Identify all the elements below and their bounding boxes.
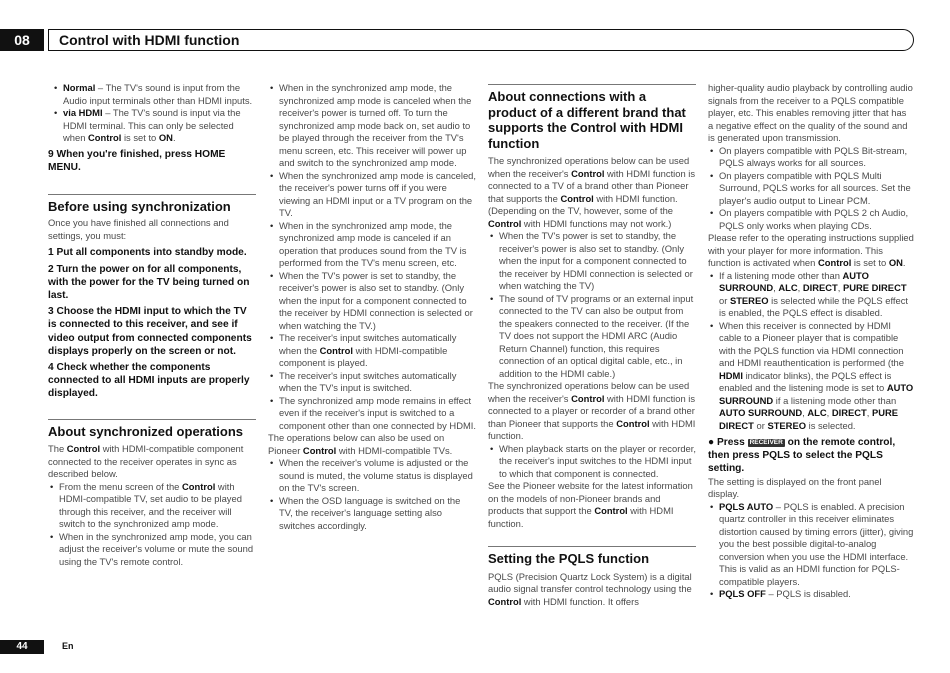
pqls-description: higher-quality audio playback by controlling audio signals from the receiver to a PQLS compatible player, etc. This enables removing jitter that has a negative effect on the quality of the sound and is generated upon transmission. [708, 82, 913, 143]
list-item: • When this receiver is connected by HDMI cable to a Pioneer player that is compatible with the PQLS function via HDMI connection and HDMI reauthentication is performed (the HDMI indicator blinks), the PQLS effect is enabled and the listening mode is set to AUTO SURROUND if a listening mode other than AUTO SURROUND, ALC, DIRECT, PURE DIRECT or STEREO is selected. [708, 320, 914, 433]
list-item: • The sound of TV programs or an external input connected to the TV can also be output from the speakers connected to the receiver. (If the TV does not support the HDMI ARC (Audio Return Channel) function, this requires connection of an optical digital cable, etc., in addition to the HDMI cable.) [488, 293, 696, 381]
list-item: • When in the synchronized amp mode, you can adjust the receiver's volume or mute the sound using the TV's remote control. [48, 531, 256, 569]
list-item: • From the menu screen of the Control with HDMI-compatible TV, set audio to be played through this receiver, and the receiver will switch to the synchronized amp mode. [48, 481, 256, 531]
list-item: • When the TV's power is set to standby, the receiver's power is also set to standby. (Only when the input for a component connected to the receiver by HDMI connection is selected or when watching the TV) [488, 230, 696, 293]
chapter-number: 08 [0, 29, 44, 51]
pioneer-tv-intro: The operations below can also be used on Pioneer Control with HDMI-compatible TVs. [268, 432, 453, 456]
column-2 [268, 82, 476, 532]
before-intro: Once you have finished all connections and settings, you must: [48, 217, 229, 241]
list-item: • When in the synchronized amp mode, the synchronized amp mode is canceled when the receiver's power is turned off. To turn the synchronized amp mode back on, set audio to be played through the receiver from the TV's menu screen, etc. This receiver will power up and switch to the synchronized amp mode. [268, 82, 476, 170]
pqls-activation: Please refer to the operating instructions supplied with your player for more information. This function is activated when Control is set to ON. [708, 232, 914, 268]
receiver-button-icon: RECEIVER [749, 439, 783, 446]
other-brand-tv-intro: The synchronized operations below can be used when the receiver's Control with HDMI function is connected to a TV of a brand other than Pioneer that supports the Control with HDMI function. (Depending on the TV, however, some of the Control with HDMI functions may not work.) [488, 155, 696, 229]
heading-other-brand: About connections with a product of a different brand that supports the Control with HDMI function [488, 84, 696, 151]
other-brand-player-intro: The synchronized operations below can be used when the receiver's Control with HDMI function is connected to a player or recorder of a brand other than Pioneer that supports the Control with HDMI function. [488, 380, 696, 441]
list-item: • The receiver's input switches automatically when the Control with HDMI-compatible component is played. [268, 332, 476, 370]
language-label: En [62, 641, 74, 651]
list-item: • When playback starts on the player or recorder, the receiver's input switches to the HDMI input to which that component is connected. [488, 443, 696, 481]
list-item: • The receiver's input switches automatically when the TV's input is switched. [268, 370, 476, 395]
list-item: • PQLS AUTO – PQLS is enabled. A precision quartz controller in this receiver eliminates distortion caused by timing errors (jitter), giving you the best possible digital-to-analog conversion when you use the HDMI interface. This is valid as an HDMI function for PQLS-compatible players. [708, 501, 914, 589]
list-item: • PQLS OFF – PQLS is disabled. [708, 588, 914, 601]
heading-before-sync: Before using synchronization [48, 194, 256, 215]
step-9: 9 When you're finished, press HOME MENU. [48, 148, 226, 173]
list-item: • When the OSD language is switched on the TV, the receiver's language setting also switches accordingly. [268, 495, 476, 533]
pqls-intro: PQLS (Precision Quartz Lock System) is a digital audio signal transfer control technology using the Control with HDMI function. It offers [488, 570, 692, 607]
column-1 [48, 82, 256, 568]
website-note: See the Pioneer website for the latest information on the models of non-Pioneer brands and products that support the Control with HDMI function. [488, 480, 693, 529]
list-item: • via HDMI – The TV's sound is input via the HDMI terminal. This can only be selected when Control is set to ON. [52, 107, 256, 145]
step-1: 1 Put all components into standby mode. [48, 247, 247, 259]
heading-about-sync: About synchronized operations [48, 419, 256, 440]
list-item: • When the TV's power is set to standby, the receiver's power is also set to standby. (Only when the input for a component connected to the receiver by HDMI connection is selected or when watching the TV.) [268, 270, 476, 333]
list-item: • Normal – The TV's sound is input from the Audio input terminals other than HDMI inputs. [52, 82, 256, 107]
step-3: 3 Choose the HDMI input to which the TV is connected to this receiver, and see if video output from connected components displays properly on the screen or not. [48, 306, 252, 357]
setting-note: The setting is displayed on the front panel display. [708, 475, 882, 500]
list-item: • When the synchronized amp mode is canceled, the receiver's power turns off if you were viewing an HDMI input or a TV program on the TV. [268, 170, 476, 220]
about-intro: The Control with HDMI-compatible component connected to the receiver operates in sync as described below. [48, 443, 244, 480]
list-item: • The synchronized amp mode remains in effect even if the receiver's input is switched to a component other than one connected by HDMI. [268, 395, 476, 433]
list-item: • When in the synchronized amp mode, the synchronized amp mode is canceled if an operation that produces sound from the TV is performed from the TV's menu screen, etc. [268, 220, 476, 270]
list-item: • If a listening mode other than AUTO SURROUND, ALC, DIRECT, PURE DIRECT or STEREO is selected while the PQLS effect is enabled, the PQLS effect is disabled. [708, 270, 914, 320]
column-3 [488, 84, 696, 608]
chapter-title: Control with HDMI function [59, 32, 240, 48]
step-4: 4 Check whether the components connected to all HDMI inputs are properly displayed. [48, 362, 250, 400]
press-receiver-step: ● Press RECEIVER on the remote control, then press PQLS to select the PQLS setting. [708, 437, 896, 475]
column-4 [708, 82, 914, 601]
list-item: • On players compatible with PQLS Bit-stream, PQLS always works for all sources. [708, 145, 914, 170]
page-number: 44 [0, 640, 44, 654]
list-item: • On players compatible with PQLS 2 ch Audio, PQLS only works when playing CDs. [708, 207, 914, 232]
heading-pqls: Setting the PQLS function [488, 546, 696, 567]
step-2: 2 Turn the power on for all components, with the power for the TV being turned on last. [48, 263, 250, 302]
chapter-header [0, 29, 915, 51]
list-item: • When the receiver's volume is adjusted or the sound is muted, the volume status is displayed on the TV's screen. [268, 457, 476, 495]
chapter-title-box [48, 29, 914, 51]
list-item: • On players compatible with PQLS Multi Surround, PQLS works for all sources. Set the player's audio output to Linear PCM. [708, 170, 914, 208]
